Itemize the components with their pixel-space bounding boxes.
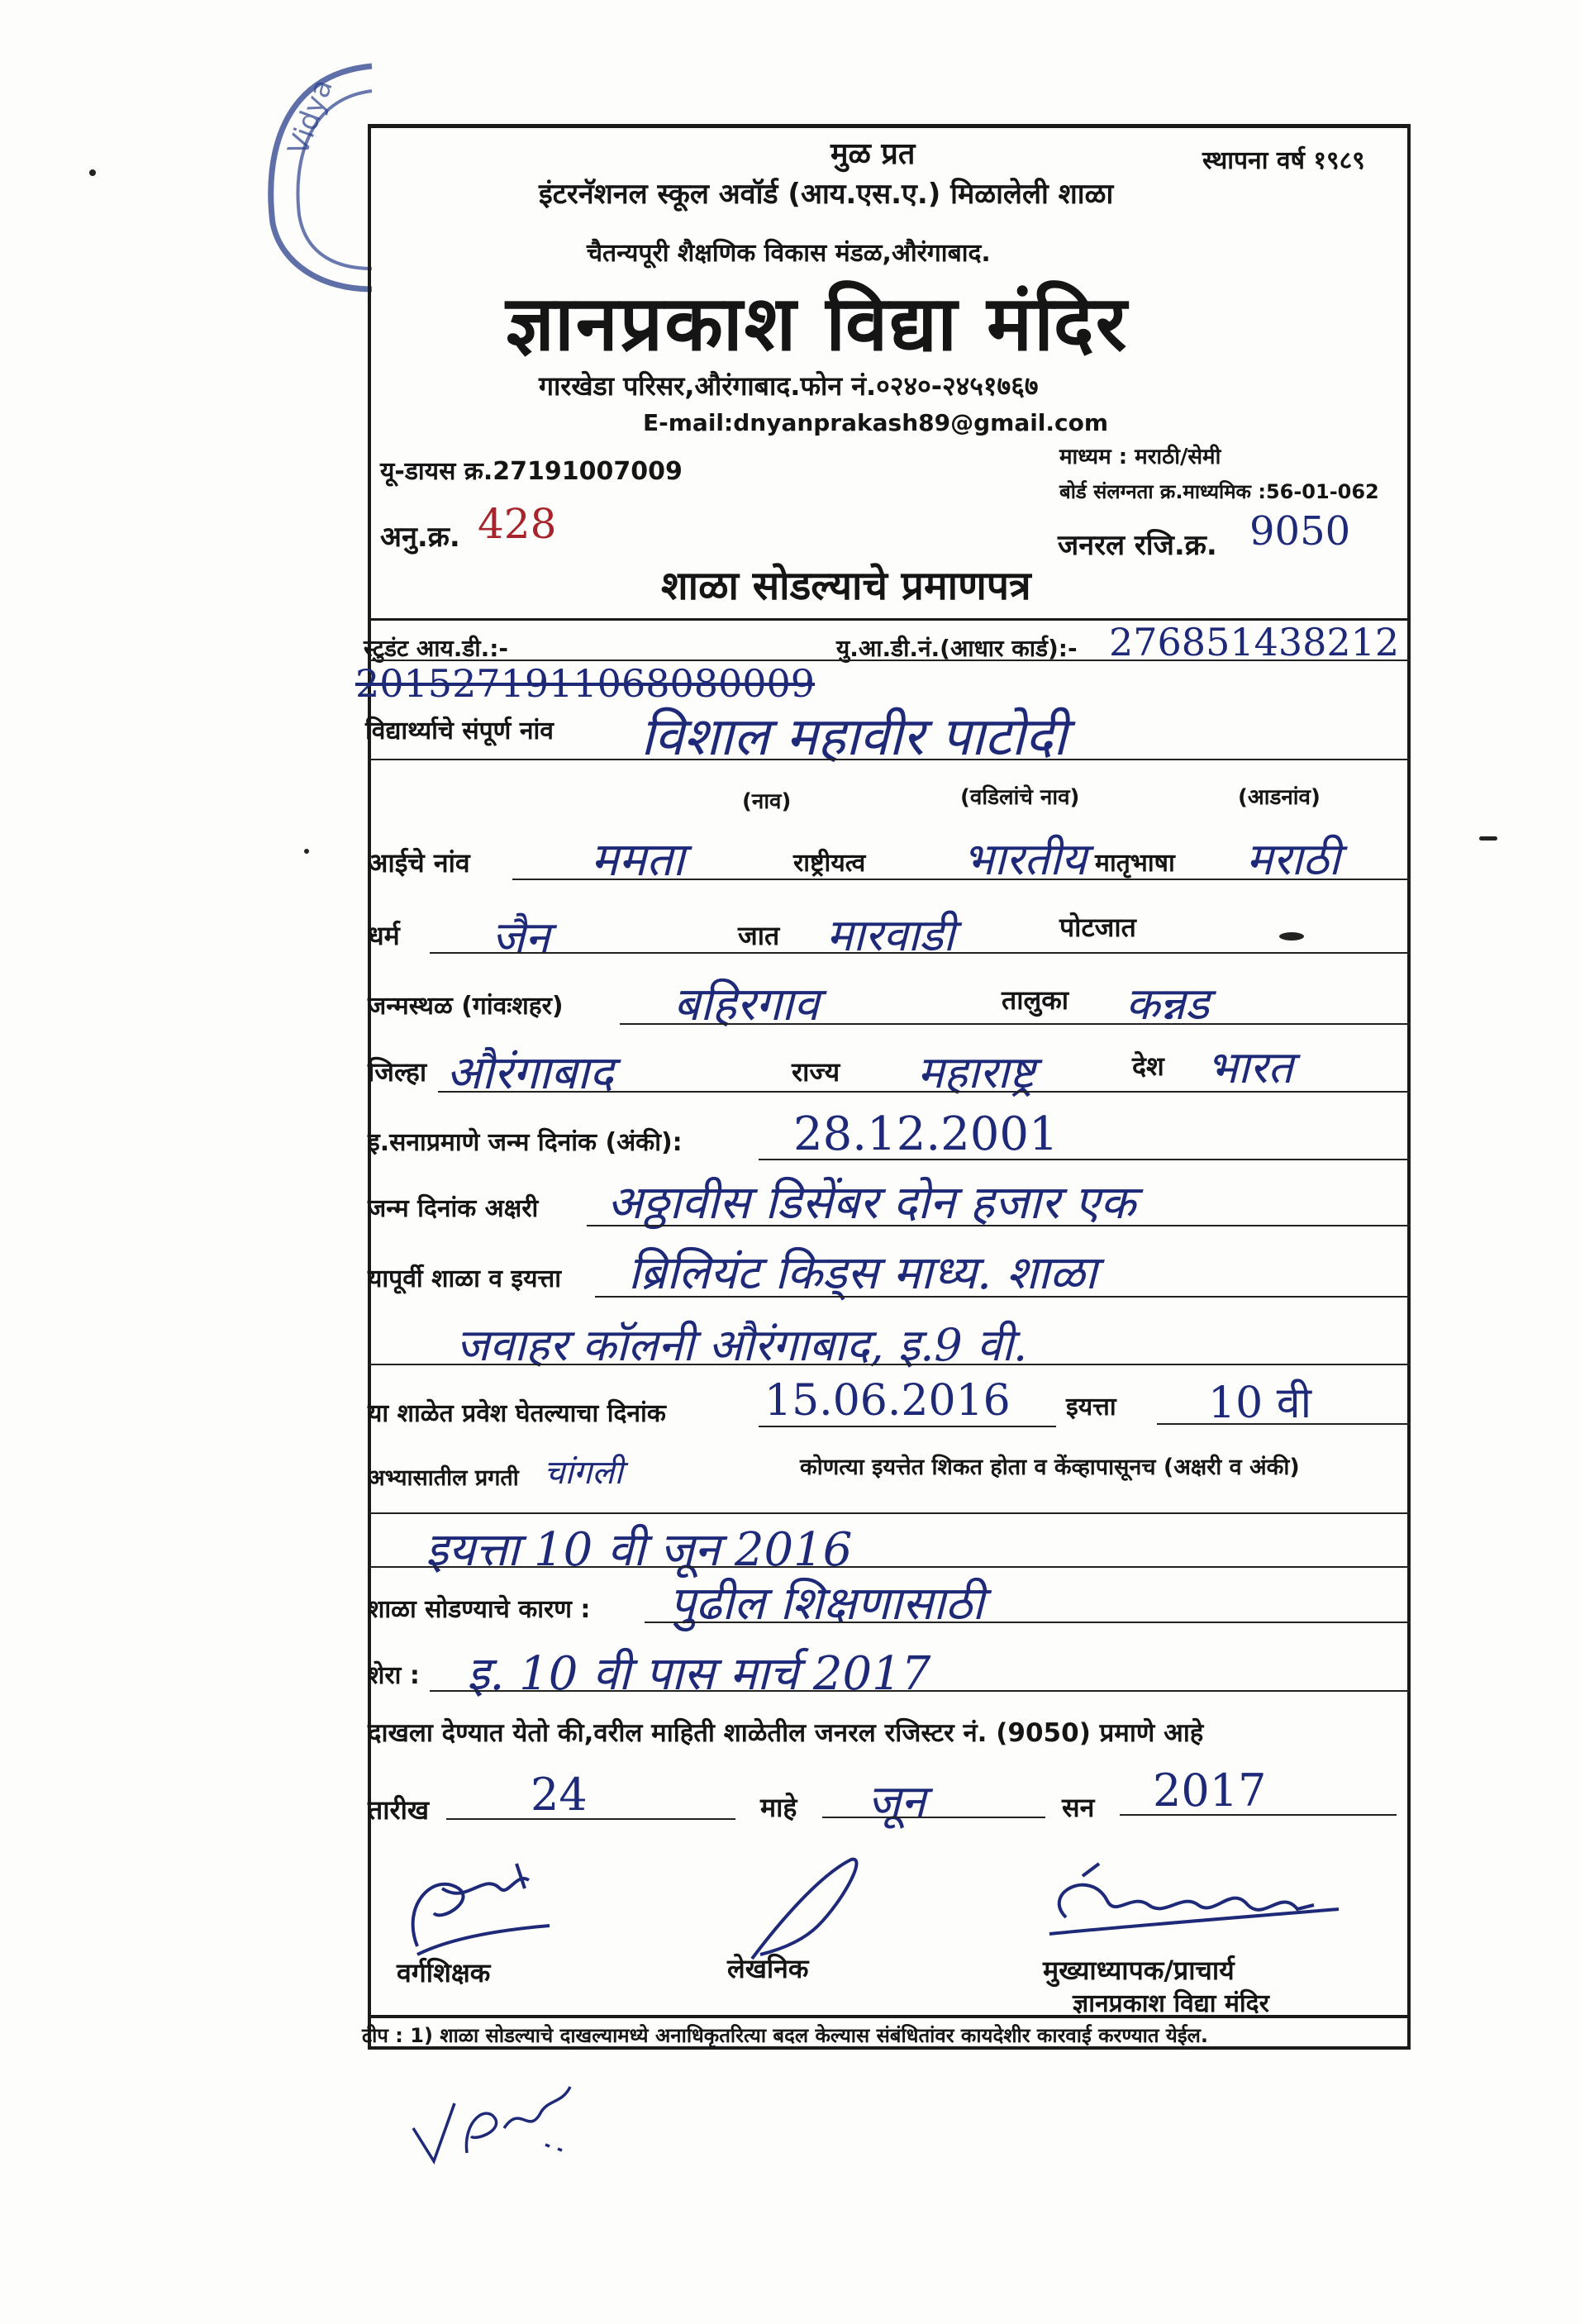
progress-value: चांगली [544,1454,623,1492]
subcaste-label: पोटजात [1059,912,1136,943]
udise-number: यू-डायस क्र.27191007009 [380,457,683,486]
mother-name-label: आईचे नांव [368,847,470,879]
register-label: जनरल रजि.क्र. [1058,529,1217,562]
rule [759,1159,1411,1160]
student-id-value: 2015271911068080009 [355,661,816,706]
class-teacher-signature [384,1855,574,1971]
rule [438,1091,1411,1093]
religion-label: धर्म [368,920,400,951]
principal-label: मुख्याध्यापक/प्राचार्य [1043,1955,1235,1986]
birthplace-value: बहिरगाव [673,978,820,1031]
dob-words-value: अठ्ठावीस डिसेंबर दोन हजार एक [607,1176,1136,1230]
award-line: इंटरनॅशनल स्कूल अवॉर्ड (आय.एस.ए.) मिळालेली शाळा [539,178,1114,211]
progress-label: अभ्यासातील प्रगती [368,1465,519,1491]
nationality-label: राष्ट्रीयत्व [793,849,866,878]
rule [512,879,1411,880]
since-value: इयत्ता 10 वी जून 2016 [426,1523,853,1577]
remark-label: शेरा : [368,1661,420,1690]
birthplace-label: जन्मस्थळ (गांवःशहर) [368,992,564,1021]
rule [595,1296,1411,1298]
date-label: तारीख [368,1794,430,1826]
trust-line: चैतन्यपूरी शैक्षणिक विकास मंडळ,औरंगाबाद. [587,239,991,268]
month-value: जून [868,1775,926,1827]
taluka-label: तालुका [1002,984,1069,1016]
footer-note: टीप : 1) शाळा सोडल्याचे दाखल्यामध्ये अनाधिकृतरित्या बदल केल्यास संबंधितांवर कायदेशीर कारवाई करण्यात येईल. [362,2024,1208,2047]
footer-divider [368,2015,1411,2018]
ink-dash [1479,836,1497,841]
svg-text:Vidya: Vidya [281,74,340,160]
rule [368,1364,1411,1365]
ink-dot [304,849,309,854]
month-label: माहे [760,1792,797,1823]
rule [430,1690,1411,1692]
leaving-reason-value: पुढील शिक्षणासाठी [669,1577,984,1631]
dob-digits-label: इ.सनाप्रमाणे जन्म दिनांक (अंकी): [368,1128,683,1157]
caste-value: मारवाडी [826,909,955,961]
rule [587,1225,1411,1226]
class-teacher-label: वर्गशिक्षक [397,1957,491,1988]
rule [368,660,1411,661]
register-number: 9050 [1249,508,1351,555]
rule [368,759,1411,760]
full-name-label: विद्यार्थ्याचे संपूर्ण नांव [365,717,554,745]
uid-label: यु.आ.डी.नं.(आधार कार्ड):- [836,635,1078,662]
name-sub-surname: (आडनांव) [1238,785,1321,810]
uid-value: 276851438212 [1109,620,1400,664]
progress-rest-text: कोणत्या इयत्तेत शिकत होता व केंव्हापासूनच (अक्षरी व अंकी) [800,1455,1300,1480]
caste-label: जात [738,920,780,951]
ink-blot [1279,932,1304,941]
year-value: 2017 [1153,1764,1267,1817]
date-value: 24 [531,1769,588,1821]
address-line: गारखेडा परिसर,औरंगाबाद.फोन नं.०२४०-२४५१७६७ [539,370,1039,402]
principal-school-label: ज्ञानप्रकाश विद्या मंदिर [1073,1989,1269,2018]
previous-school-value-line2: जवाहर कॉलनी औरंगाबाद, इ.9 वी. [456,1319,1028,1371]
rule [620,1023,1411,1025]
mother-name-value: ममता [591,833,685,887]
nationality-value: भारतीय [963,833,1087,885]
certify-statement: दाखला देण्यात येतो की,वरील माहिती शाळेतील जनरल रजिस्टर नं. (9050) प्रमाणे आहे [368,1718,1204,1748]
district-label: जिल्हा [368,1056,427,1088]
medium: माध्यम : मराठी/सेमी [1059,445,1221,469]
ink-dot [89,169,96,176]
certificate-title: शाळा सोडल्याचे प्रमाणपत्र [661,563,1031,609]
rule [446,1818,735,1820]
mother-tongue-value: मराठी [1246,833,1340,885]
taluka-value: कन्नड [1126,978,1210,1030]
religion-value: जैन [492,912,550,964]
full-name-value: विशाल महावीर पाटोदी [640,707,1067,768]
established-year: स्थापना वर्ष १९८९ [1202,146,1365,175]
rule [759,1426,1056,1427]
name-sub-father: (वडिलांचे नाव) [960,785,1080,810]
admission-date-value: 15.06.2016 [764,1376,1011,1426]
rule [368,1566,1411,1568]
standard-value: 10 वी [1208,1379,1312,1428]
copy-label: मुळ प्रत [830,137,916,171]
leaving-reason-label: शाळा सोडण्याचे कारण : [368,1595,591,1624]
state-label: राज्य [792,1056,840,1088]
year-label: सन [1062,1792,1095,1823]
state-value: महाराष्ट्र [917,1046,1035,1098]
admission-date-label: या शाळेत प्रवेश घेतल्याचा दिनांक [368,1399,666,1428]
dob-digits-value: 28.12.2001 [793,1107,1059,1161]
name-sub-first: (नाव) [742,789,792,814]
country-label: देश [1132,1050,1164,1082]
previous-school-label: यापूर्वी शाळा व इयत्ता [368,1264,562,1293]
principal-signature [1033,1860,1347,1959]
remark-value: इ. 10 वी पास मार्च 2017 [467,1647,931,1701]
district-value: औरंगाबाद [446,1046,614,1100]
school-name: ज्ञानप्रकाश विद्या मंदिर [506,279,1129,368]
bottom-signature [397,2070,587,2178]
serial-label: अनु.क्र. [380,521,460,554]
mother-tongue-label: मातृभाषा [1095,849,1175,878]
student-id-label: स्टुडंट आय.डी.:- [364,635,509,662]
clerk-signature [727,1851,876,1967]
rule [368,1512,1411,1514]
country-value: भारत [1206,1041,1293,1093]
serial-number: 428 [478,500,557,548]
clerk-label: लेखनिक [727,1953,809,1984]
board-affiliation: बोर्ड संलग्नता क्र.माध्यमिक :56-01-062 [1059,480,1379,503]
rule [645,1622,1411,1623]
rule [1157,1423,1411,1425]
dob-words-label: जन्म दिनांक अक्षरी [368,1194,539,1223]
email-line: E-mail:dnyanprakash89@gmail.com [643,409,1109,436]
rule [430,952,1411,954]
previous-school-value-line1: ब्रिलियंट किड्स माध्य. शाळा [628,1246,1097,1300]
rule [822,1817,1045,1818]
rule [1120,1814,1397,1816]
standard-label: इयत्ता [1066,1393,1116,1422]
